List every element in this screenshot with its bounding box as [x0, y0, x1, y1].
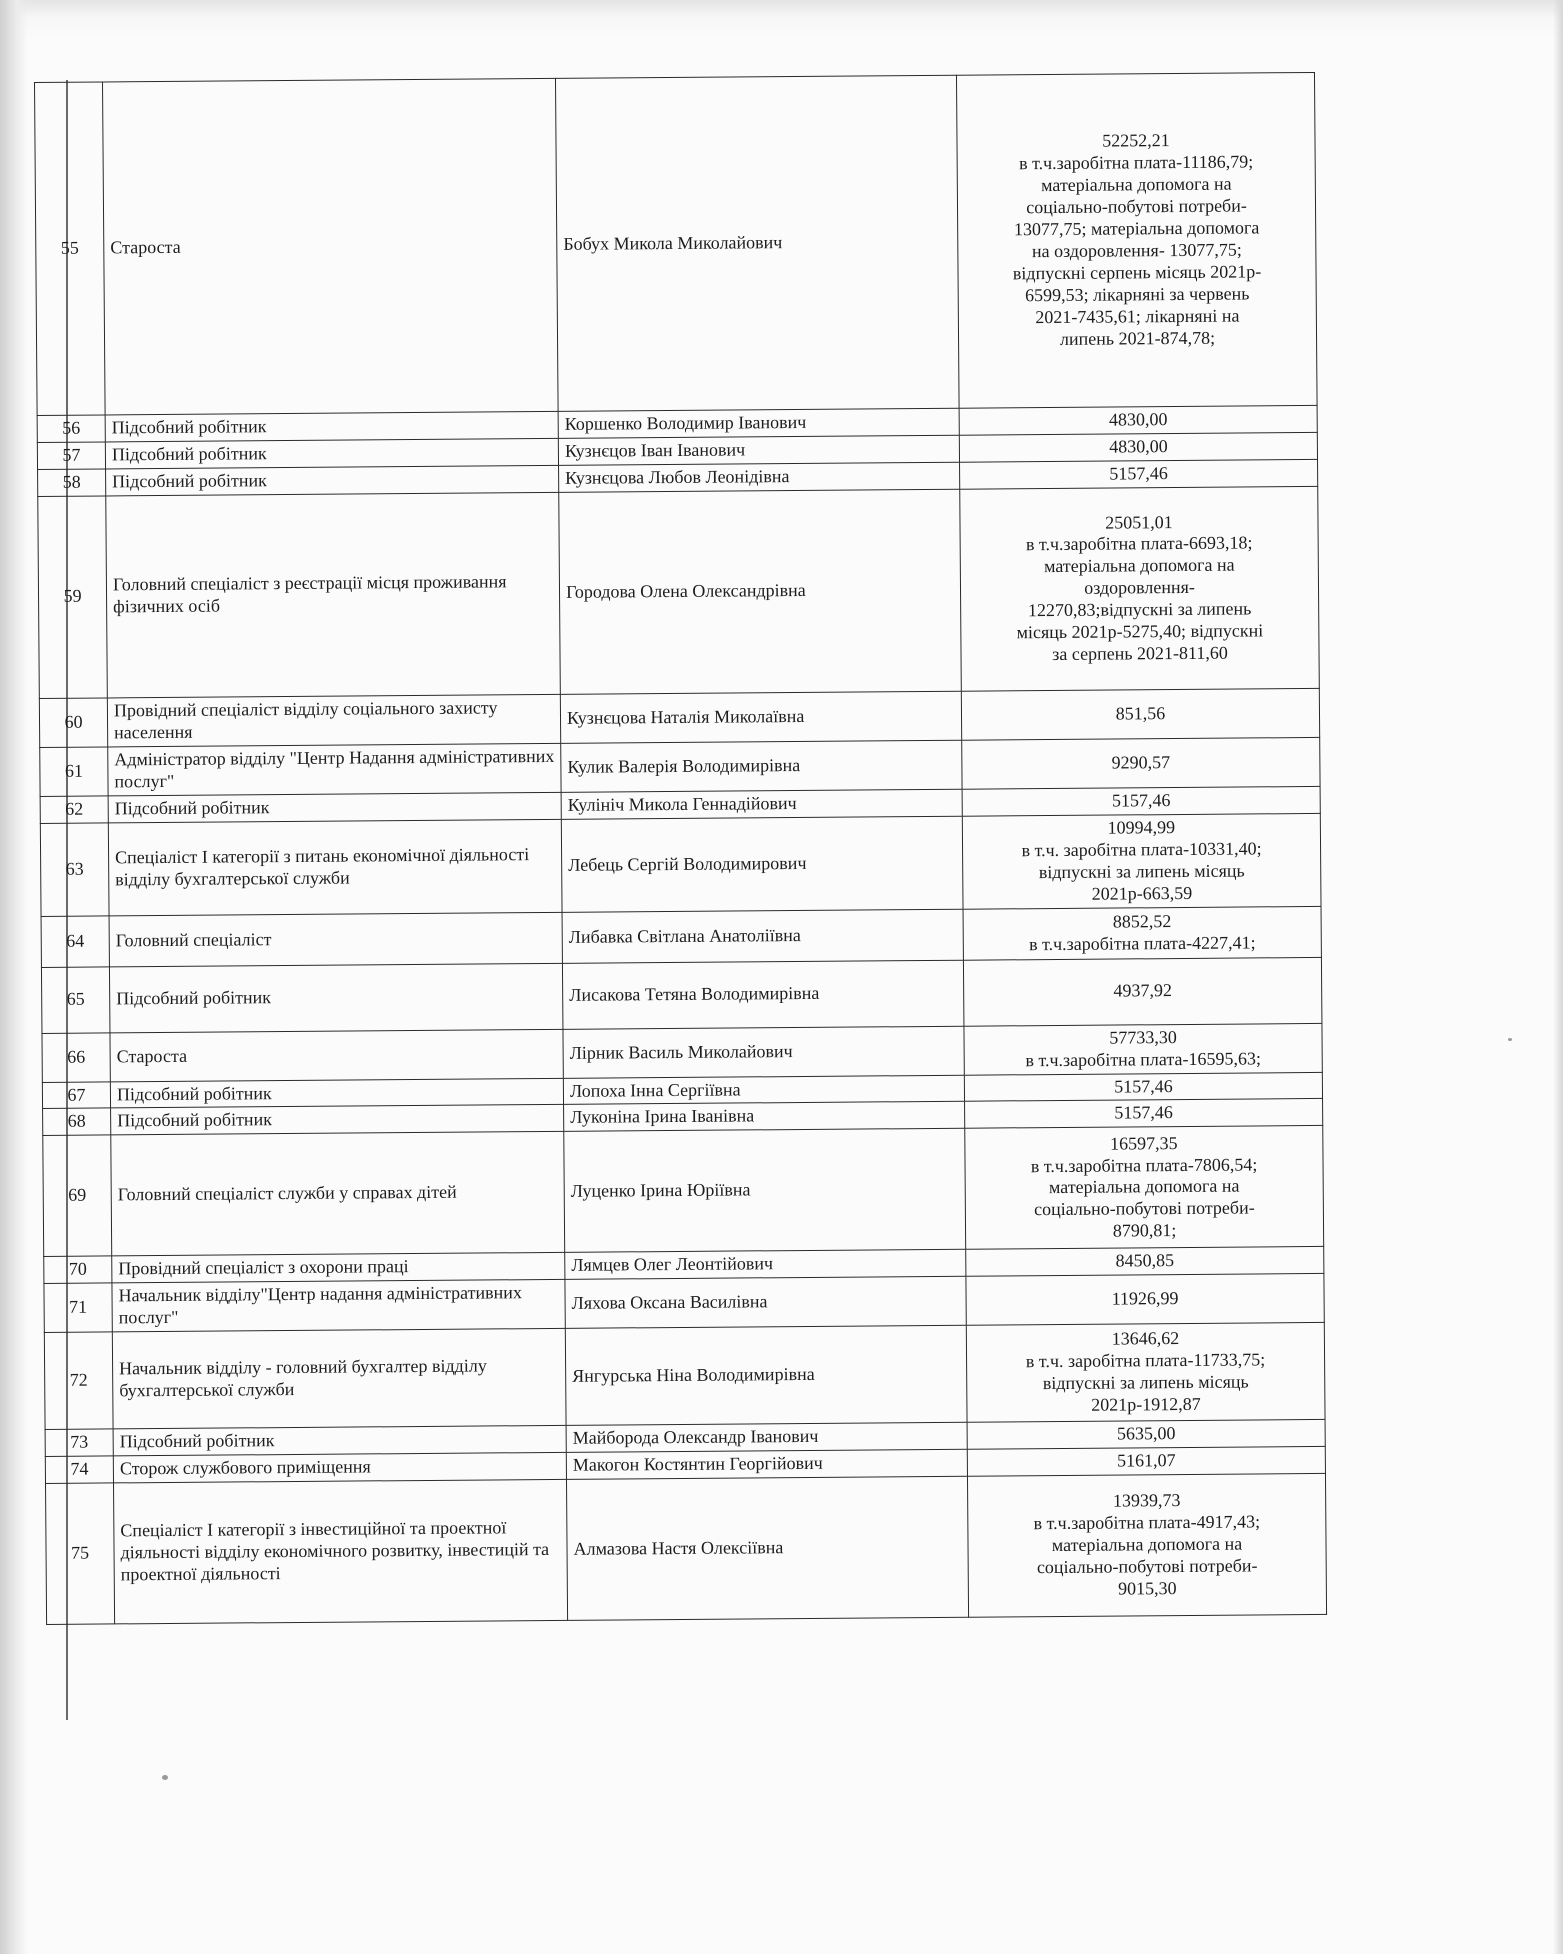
amount-detail-line: відпускні за липень місяць — [1042, 1371, 1249, 1394]
row-number: 64 — [41, 916, 109, 968]
position-title: Староста — [110, 1029, 563, 1081]
amount-cell — [956, 72, 1317, 408]
scan-speck — [162, 1775, 168, 1780]
table-row — [38, 486, 1320, 698]
amount-cell — [960, 459, 1318, 489]
employee-name: Майборода Олександр Іванович — [566, 1423, 967, 1453]
position-title: Підсобний робітник — [109, 963, 563, 1033]
position-title: Начальник відділу"Центр надання адміністративних послуг" — [112, 1280, 565, 1332]
amount-total: 52252,21 — [1102, 130, 1170, 151]
table-row — [41, 957, 1321, 1033]
row-number: 65 — [41, 967, 110, 1034]
amount-cell — [964, 1023, 1322, 1075]
amount-detail-line: в т.ч.заробітна плата-6693,18; — [1025, 532, 1253, 555]
amount-detail-line: 2021р-663,59 — [1091, 882, 1193, 904]
amount-detail-line: в т.ч.заробітна плата-4227,41; — [1028, 932, 1256, 954]
employee-name: Либавка Світлана Анатоліївна — [562, 909, 963, 963]
amount-detail-line: відпускні за липень місяць — [1038, 860, 1245, 882]
amount-detail-line: соціально-побутові потреби- — [1026, 195, 1247, 218]
table-row — [35, 72, 1318, 415]
row-number: 62 — [40, 796, 108, 823]
row-number: 69 — [43, 1135, 112, 1257]
employee-name: Кузнєцова Наталія Миколаївна — [560, 691, 961, 743]
table-row — [44, 1323, 1325, 1430]
amount-total: 8450,85 — [1115, 1250, 1175, 1271]
payments-table-body — [35, 72, 1327, 1624]
amount-cell — [959, 432, 1317, 462]
row-number: 59 — [38, 496, 108, 699]
amount-detail-line: за серпень 2021-811,60 — [1052, 642, 1228, 665]
row-number: 71 — [44, 1283, 112, 1332]
amount-cell — [965, 1126, 1324, 1250]
amount-cell — [962, 737, 1320, 789]
employee-name: Кулик Валерія Володимирівна — [561, 740, 962, 792]
row-number: 60 — [39, 698, 107, 747]
employee-name: Лірник Василь Миколайович — [563, 1026, 964, 1078]
amount-detail-line: в т.ч.заробітна плата-7806,54; — [1030, 1153, 1258, 1176]
table-row — [43, 1126, 1324, 1257]
amount-total: 4830,00 — [1109, 436, 1168, 457]
employee-name: Лопоха Інна Сергіївна — [563, 1075, 964, 1105]
table-row — [46, 1474, 1327, 1625]
amount-cell — [967, 1474, 1326, 1618]
employee-name: Кулініч Микола Геннадійович — [561, 789, 962, 819]
amount-cell — [961, 688, 1319, 740]
amount-detail-line: соціально-побутові потреби- — [1034, 1197, 1255, 1220]
amount-total: 13646,62 — [1111, 1328, 1180, 1349]
amount-cell — [966, 1274, 1324, 1326]
amount-detail-line: матеріальна допомога на — [1041, 173, 1232, 196]
employee-name: Кузнєцов Іван Іванович — [558, 435, 959, 465]
position-title: Сторож службового приміщення — [113, 1453, 566, 1484]
position-title: Провідний спеціаліст з охорони праці — [112, 1253, 565, 1284]
row-number: 61 — [40, 747, 108, 796]
amount-cell — [962, 813, 1321, 909]
scan-left-shadow — [0, 0, 28, 1954]
amount-detail-line: в т.ч. заробітна плата-11733,75; — [1025, 1349, 1266, 1372]
amount-detail-line: липень 2021-874,78; — [1059, 327, 1216, 349]
employee-name: Городова Олена Олександрівна — [559, 489, 962, 694]
row-number: 56 — [37, 415, 105, 442]
row-number: 63 — [40, 823, 109, 917]
amount-total: 5157,46 — [1111, 789, 1171, 811]
row-number: 73 — [45, 1429, 113, 1457]
amount-detail-line: в т.ч.заробітна плата-4917,43; — [1033, 1511, 1261, 1534]
position-title: Підсобний робітник — [105, 438, 558, 469]
row-number: 74 — [45, 1456, 113, 1484]
employee-name: Лямцев Олег Леонтійович — [565, 1250, 966, 1280]
row-number: 70 — [44, 1256, 112, 1283]
position-title: Спеціаліст І категорії з інвестиційної та проектної діяльності відділу економічного розвитку, інвестицій та проектної діяльності — [114, 1480, 568, 1625]
amount-detail-line: 9015,30 — [1118, 1578, 1177, 1599]
amount-total: 11926,99 — [1111, 1288, 1179, 1309]
amount-total: 5635,00 — [1116, 1423, 1176, 1444]
position-title: Підсобний робітник — [105, 411, 558, 442]
amount-detail-line: 8790,81; — [1112, 1220, 1177, 1241]
row-number: 66 — [42, 1033, 110, 1082]
scan-speck — [1508, 1038, 1512, 1041]
amount-detail-line: на оздоровлення- 13077,75; — [1031, 239, 1242, 262]
amount-total: 5157,46 — [1114, 1075, 1173, 1097]
employee-name: Янгурська Ніна Володимирівна — [565, 1326, 967, 1426]
amount-total: 8852,52 — [1112, 910, 1172, 932]
amount-total: 4937,92 — [1113, 980, 1172, 1001]
position-title: Провідний спеціаліст відділу соціального захисту населення — [107, 694, 560, 746]
payments-table — [34, 72, 1327, 1625]
amount-total: 5157,46 — [1109, 463, 1168, 484]
employee-name: Луконіна Ірина Іванівна — [564, 1102, 965, 1132]
amount-total: 25051,01 — [1105, 511, 1173, 533]
amount-total: 851,56 — [1115, 702, 1166, 724]
employee-name: Макогон Костянтин Георгійович — [566, 1450, 967, 1480]
amount-detail-line: 13077,75; матеріальна допомога — [1013, 217, 1260, 240]
position-title: Підсобний робітник — [113, 1426, 566, 1457]
amount-total: 4830,00 — [1108, 409, 1168, 430]
row-number: 55 — [35, 82, 106, 416]
row-number: 57 — [37, 442, 105, 469]
employee-name: Бобух Микола Миколайович — [555, 75, 959, 411]
scan-right-shadow — [1553, 0, 1563, 1954]
row-number: 75 — [46, 1483, 115, 1625]
row-number: 72 — [44, 1332, 113, 1430]
amount-total: 5157,46 — [1114, 1102, 1173, 1124]
amount-cell — [966, 1247, 1324, 1277]
amount-cell — [959, 405, 1317, 435]
amount-detail-line: в т.ч.заробітна плата-16595,63; — [1025, 1047, 1262, 1070]
amount-detail-line: в т.ч.заробітна плата-11186,79; — [1018, 151, 1254, 174]
amount-total: 10994,99 — [1107, 816, 1176, 838]
amount-cell — [966, 1323, 1325, 1423]
employee-name: Лебець Сергій Володимирович — [561, 816, 963, 912]
position-title: Головний спеціаліст — [109, 912, 562, 967]
position-title: Спеціаліст І категорії з питань економічної діяльності відділу бухгалтерської служби — [108, 819, 562, 916]
amount-cell — [965, 1099, 1323, 1129]
amount-detail-line: 2021р-1912,87 — [1091, 1394, 1201, 1415]
amount-cell — [962, 786, 1320, 816]
amount-cell — [964, 1072, 1322, 1102]
amount-cell — [963, 906, 1321, 960]
employee-name: Коршенко Володимир Іванович — [558, 408, 959, 438]
amount-cell — [960, 486, 1320, 691]
employee-name: Кузнєцова Любов Леонідівна — [559, 462, 960, 492]
position-title: Підсобний робітник — [111, 1105, 564, 1136]
amount-detail-line: відпускні серпень місяць 2021р- — [1012, 261, 1262, 284]
employee-name: Луценко Ірина Юріївна — [564, 1129, 966, 1253]
position-title: Підсобний робітник — [110, 1078, 563, 1109]
amount-total: 9290,57 — [1111, 751, 1171, 773]
amount-detail-line: матеріальна допомога на — [1051, 1533, 1243, 1556]
position-title: Підсобний робітник — [108, 792, 561, 823]
amount-detail-line: матеріальна допомога на — [1044, 555, 1235, 577]
amount-detail-line: 2021-7435,61; лікарняні на — [1035, 305, 1240, 328]
amount-cell — [967, 1420, 1325, 1450]
amount-detail-line: матеріальна допомога на — [1048, 1176, 1240, 1198]
amount-detail-line: місяць 2021р-5275,40; відпускні — [1016, 620, 1264, 643]
position-title: Підсобний робітник — [106, 465, 559, 496]
employee-name: Алмазова Настя Олексіївна — [566, 1477, 968, 1621]
amount-detail-line: 6599,53; лікарняні за червень — [1024, 283, 1250, 306]
position-title: Головний спеціаліст з реєстрації місця проживання фізичних осіб — [106, 492, 561, 698]
position-title: Адміністратор відділу "Центр Надання адміністративних послуг" — [108, 743, 561, 795]
amount-cell — [963, 957, 1322, 1026]
amount-detail-line: 12270,83;відпускні за липень — [1027, 598, 1252, 621]
position-title: Головний спеціаліст служби у справах дітей — [111, 1132, 565, 1257]
amount-detail-line: соціально-побутові потреби- — [1036, 1555, 1258, 1578]
table-row — [40, 813, 1321, 916]
position-title: Начальник відділу - головний бухгалтер відділу бухгалтерської служби — [112, 1329, 566, 1430]
amount-total: 13939,73 — [1112, 1490, 1181, 1511]
amount-cell — [967, 1447, 1325, 1477]
amount-detail-line: оздоровлення- — [1084, 577, 1195, 599]
employee-name: Ляхова Оксана Василівна — [565, 1277, 966, 1329]
employee-name: Лисакова Тетяна Володимирівна — [562, 960, 964, 1029]
row-number: 67 — [42, 1081, 110, 1108]
amount-detail-line: в т.ч. заробітна плата-10331,40; — [1021, 838, 1262, 860]
row-number: 58 — [38, 469, 106, 496]
row-number: 68 — [43, 1108, 111, 1135]
position-title: Староста — [103, 78, 559, 415]
amount-total: 16597,35 — [1110, 1132, 1178, 1154]
amount-total: 5161,07 — [1117, 1450, 1176, 1471]
amount-total: 57733,30 — [1109, 1026, 1177, 1048]
